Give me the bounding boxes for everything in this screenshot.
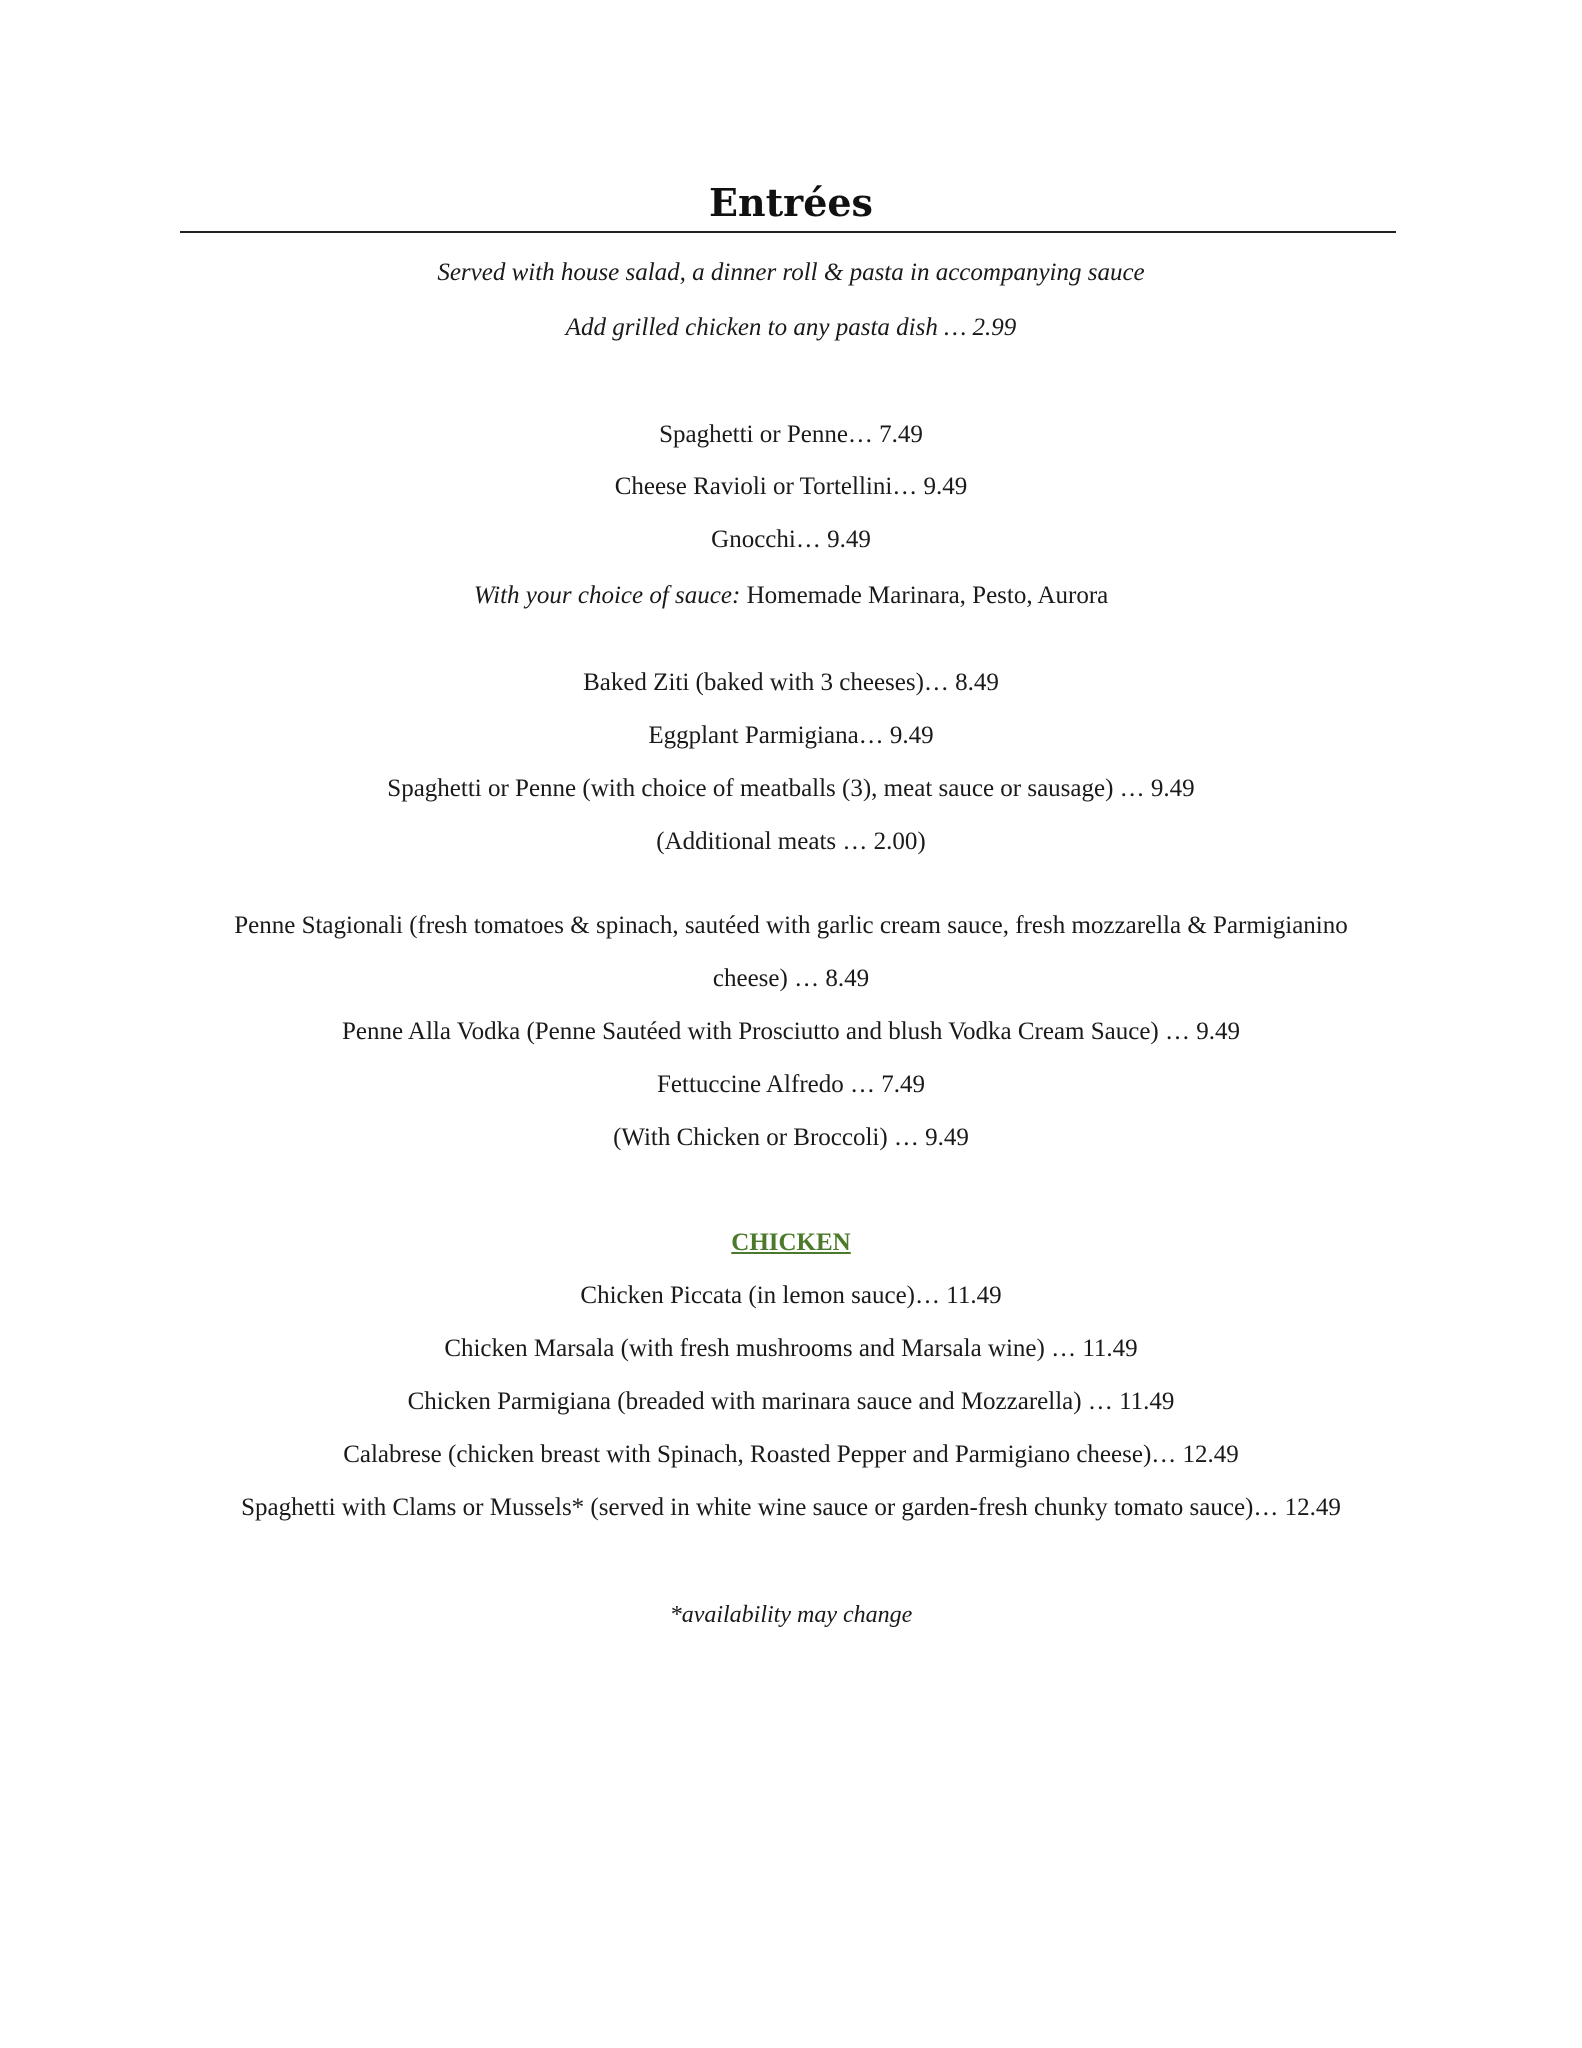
- menu-item: Spaghetti with Clams or Mussels* (served in white wine sauce or garden-fresh chunky tomato sauce)… 12.49: [241, 1494, 1341, 1521]
- subtitle-served-with: Served with house salad, a dinner roll & pasta in accompanying sauce: [437, 259, 1145, 286]
- menu-item: Penne Stagionali (fresh tomatoes & spinach, sautéed with garlic cream sauce, fresh mozzarella & Parmigianino: [234, 912, 1348, 939]
- menu-item: Spaghetti or Penne (with choice of meatballs (3), meat sauce or sausage) … 9.49: [387, 775, 1195, 802]
- menu-item: Cheese Ravioli or Tortellini… 9.49: [614, 473, 968, 500]
- menu-item: Chicken Marsala (with fresh mushrooms and Marsala wine) … 11.49: [444, 1335, 1138, 1362]
- menu-item-note: (With Chicken or Broccoli) … 9.49: [613, 1124, 969, 1151]
- menu-item: Spaghetti or Penne… 7.49: [659, 421, 923, 448]
- sauce-choice-line: [0, 579, 1582, 613]
- menu-item: Calabrese (chicken breast with Spinach, Roasted Pepper and Parmigiano cheese)… 12.49: [343, 1441, 1239, 1468]
- menu-item: Penne Alla Vodka (Penne Sautéed with Prosciutto and blush Vodka Cream Sauce) … 9.49: [341, 1018, 1241, 1045]
- menu-item: Chicken Parmigiana (breaded with marinara sauce and Mozzarella) … 11.49: [407, 1388, 1175, 1415]
- page-title: Entrées: [709, 180, 873, 225]
- menu-item: Eggplant Parmigiana… 9.49: [648, 722, 934, 749]
- menu-item: Baked Ziti (baked with 3 cheeses)… 8.49: [583, 669, 999, 696]
- subtitle-add-chicken: Add grilled chicken to any pasta dish … 2.99: [565, 314, 1017, 341]
- section-heading-chicken: CHICKEN: [731, 1229, 851, 1256]
- title-underline: [180, 231, 1396, 233]
- sauce-choice-label: With your choice of sauce:: [473, 582, 741, 609]
- menu-item: Gnocchi… 9.49: [711, 526, 871, 553]
- footnote: *availability may change: [669, 1602, 913, 1628]
- sauce-choice-options: Homemade Marinara, Pesto, Aurora: [740, 582, 1109, 609]
- menu-item: Fettuccine Alfredo … 7.49: [657, 1071, 925, 1098]
- menu-item: Chicken Piccata (in lemon sauce)… 11.49: [580, 1282, 1002, 1309]
- menu-item-note: (Additional meats … 2.00): [656, 828, 926, 855]
- menu-item-continued: cheese) … 8.49: [712, 965, 870, 992]
